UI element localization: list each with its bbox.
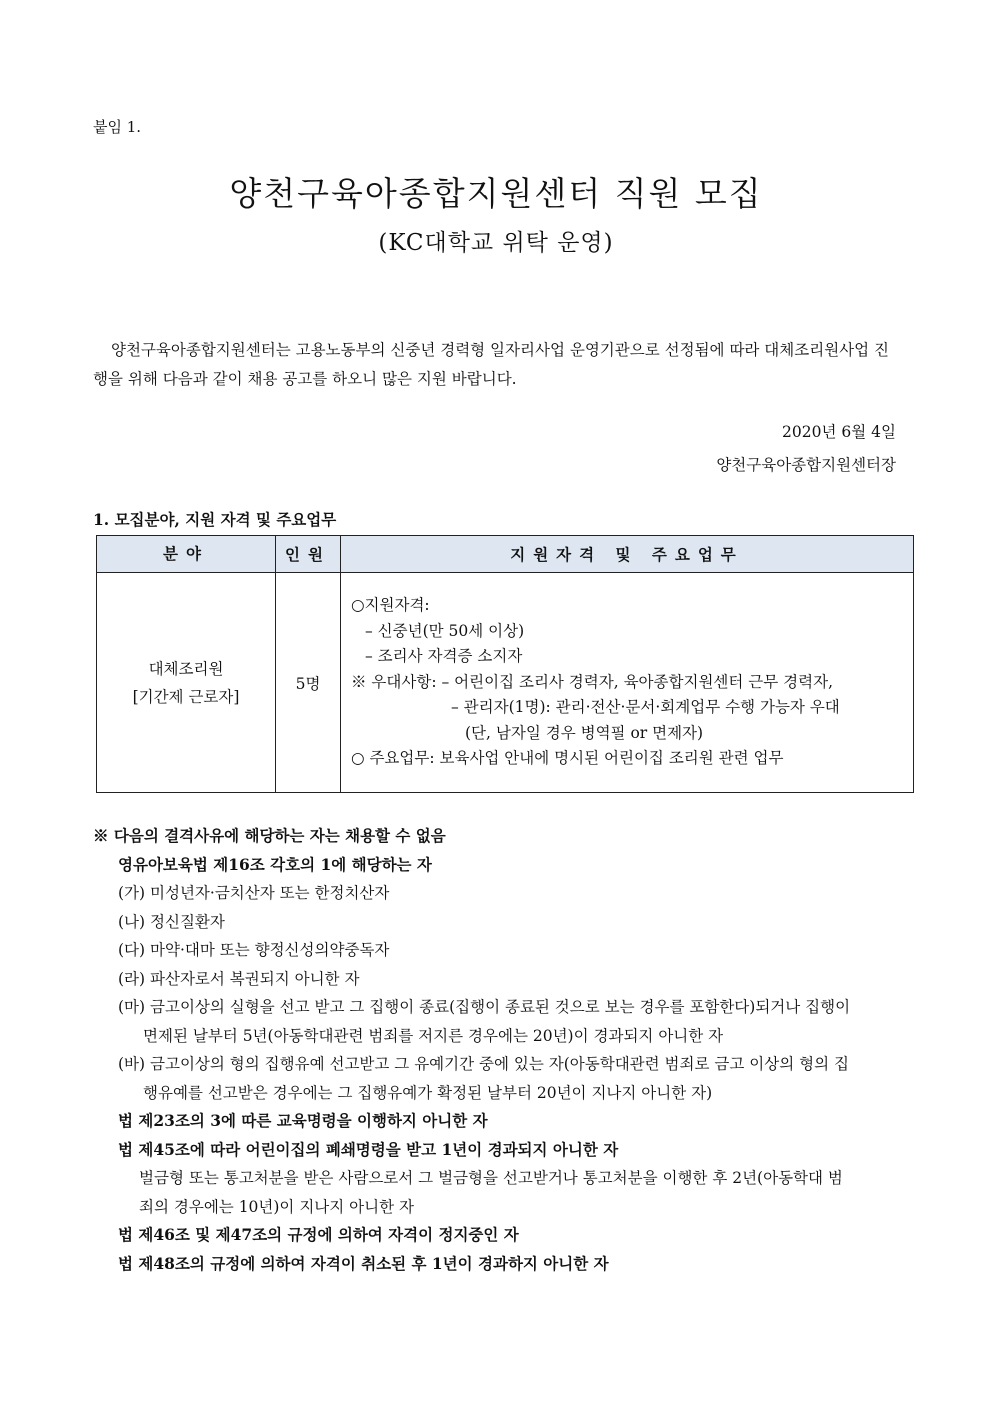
list-item: (나) 정신질환자 (118, 912, 225, 931)
field-name: 대체조리원 (148, 659, 224, 678)
details-cell (341, 573, 914, 793)
law-item: 법 제46조 및 제47조의 규정에 의하여 자격이 정지중인 자 (118, 1225, 519, 1244)
detail-line: – 신중년(만 50세 이상) (365, 621, 525, 640)
detail-line: (단, 남자일 경우 병역필 or 면제자) (465, 723, 704, 742)
law-item: 법 제45조에 따라 어린이집의 폐쇄명령을 받고 1년이 경과되지 아니한 자 (118, 1139, 619, 1159)
detail-line: ○지원자격: (351, 596, 430, 615)
detail-line: – 관리자(1명): 관리·전산·문서·회계업무 수행 가능자 우대 (451, 698, 840, 717)
detail-line: ※ 우대사항: – 어린이집 조리사 경력자, 육아종합지원센터 근무 경력자, (351, 672, 834, 691)
header-details: 지원자격 및 주요업무 (341, 536, 914, 573)
list-item: (라) 파산자로서 복권되지 아니한 자 (118, 969, 360, 988)
count-cell: 5명 (276, 573, 341, 793)
exclusion-notice: ※ 다음의 결격사유에 해당하는 자는 채용할 수 없음 (93, 826, 446, 845)
list-item: (마) 금고이상의 실형을 선고 받고 그 집행이 종료(집행이 종료된 것으로 보는 경우를 포함한다)되거나 집행이 (118, 998, 851, 1016)
list-item: 벌금형 또는 통고처분을 받은 사람으로서 그 벌금형을 선고받거나 통고처분을 이행한 후 2년(아동학대 범 (139, 1169, 843, 1187)
list-item: (가) 미성년자·금치산자 또는 한정치산자 (118, 884, 390, 902)
notice-date: 2020년 6월 4일 (782, 423, 896, 441)
list-item: 행유예를 선고받은 경우에는 그 집행유예가 확정된 날부터 20년이 지나지 아니한 자) (143, 1083, 713, 1102)
page-subtitle: (KC대학교 위탁 운영) (378, 230, 614, 256)
field-type: [기간제 근로자] (132, 687, 240, 706)
detail-line: – 조리사 자격증 소지자 (365, 647, 523, 666)
law-item: 법 제48조의 규정에 의하여 자격이 취소된 후 1년이 경과하지 아니한 자 (118, 1253, 609, 1273)
table-row (97, 573, 914, 793)
law-item: 법 제23조의 3에 따른 교육명령을 이행하지 아니한 자 (118, 1111, 488, 1130)
exclusion-list (93, 822, 850, 1278)
recruitment-table (96, 535, 914, 793)
field-cell (97, 573, 276, 793)
law-heading: 영유아보육법 제16조 각호의 1에 해당하는 자 (118, 854, 432, 874)
list-item: (다) 마약·대마 또는 향정신성의약중독자 (118, 941, 390, 959)
attachment-label: 붙임 1. (93, 118, 142, 136)
table-header-row (97, 536, 914, 573)
list-item: 죄의 경우에는 10년)이 지나지 아니한 자 (139, 1197, 415, 1216)
notice-signer: 양천구육아종합지원센터장 (716, 456, 896, 474)
detail-line: ○ 주요업무: 보육사업 안내에 명시된 어린이집 조리원 관련 업무 (351, 749, 784, 768)
intro-paragraph: 양천구육아종합지원센터는 고용노동부의 신중년 경력형 일자리사업 운영기관으로 선정됨에 따라 대체조리원사업 진행을 위해 다음과 같이 채용 공고를 하오니 많은 지원 바랍니다. (93, 341, 890, 388)
page-title: 양천구육아종합지원센터 직원 모집 (229, 174, 763, 213)
header-count: 인원 (276, 536, 341, 573)
header-field: 분야 (97, 536, 276, 573)
section-heading: 1. 모집분야, 지원 자격 및 주요업무 (93, 510, 337, 529)
list-item: 면제된 날부터 5년(아동학대관련 범죄를 저지른 경우에는 20년)이 경과되지 아니한 자 (143, 1026, 724, 1045)
list-item: (바) 금고이상의 형의 집행유예 선고받고 그 유예기간 중에 있는 자(아동학대관련 범죄로 금고 이상의 형의 집 (118, 1055, 849, 1073)
